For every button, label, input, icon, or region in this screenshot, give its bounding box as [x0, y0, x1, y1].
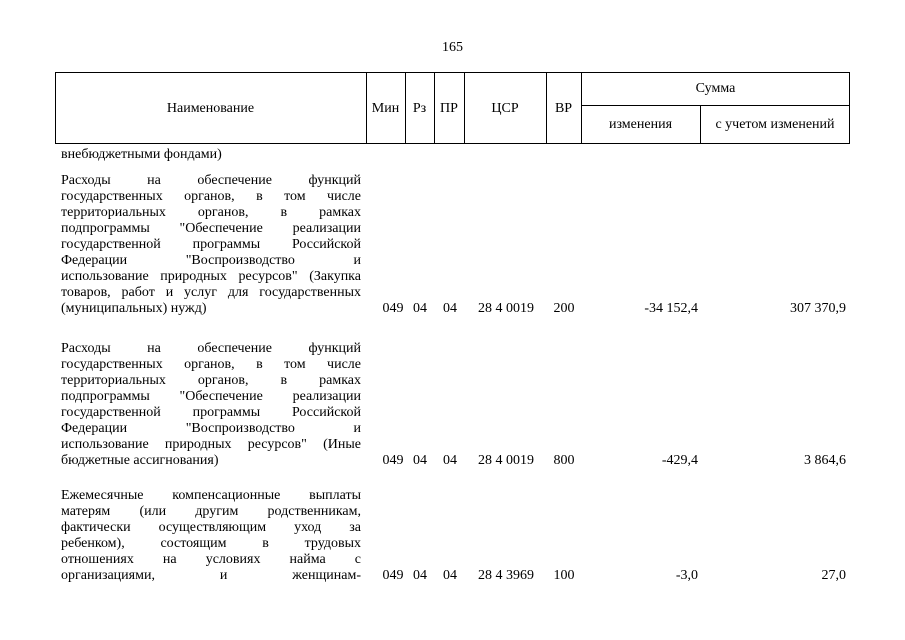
cell-csr: 28 4 0019: [478, 453, 534, 468]
table-row-name: [61, 488, 361, 584]
header-pr: ПР: [440, 100, 458, 116]
cell-pr: 04: [443, 568, 457, 583]
cell-change: -3,0: [675, 568, 698, 583]
text-line: использование природных ресурсов" (Иные: [61, 437, 361, 452]
cell-vr: 800: [553, 453, 575, 468]
text-line: государственных органов, в том числе: [61, 357, 361, 372]
text-line: Расходы на обеспечение функций: [61, 341, 361, 356]
cell-total: 27,0: [821, 568, 846, 583]
cell-rz: 04: [413, 568, 427, 583]
text-line: бюджетные ассигнования): [61, 453, 219, 468]
cell-csr: 28 4 3969: [478, 568, 534, 583]
cell-min: 049: [382, 568, 404, 583]
cell-vr: 200: [553, 301, 575, 316]
cell-vr: 100: [553, 568, 575, 583]
table-row-name: [61, 341, 361, 469]
text-line: (муниципальных) нужд): [61, 301, 207, 316]
header-csr: ЦСР: [491, 100, 519, 116]
text-line: использование природных ресурсов" (Закупка: [61, 269, 361, 284]
text-line: матерям (или другим родственникам,: [61, 504, 361, 519]
text-line: организациями, и женщинам-: [61, 568, 361, 583]
table-row-name: [61, 173, 361, 317]
text-line: Ежемесячные компенсационные выплаты: [61, 488, 361, 503]
text-line: территориальных органов, в рамках: [61, 373, 361, 388]
divider: [700, 105, 701, 144]
cell-rz: 04: [413, 301, 427, 316]
text-line: товаров, работ и услуг для государственных: [61, 285, 361, 300]
cell-min: 049: [382, 301, 404, 316]
text-line: государственной программы Российской: [61, 405, 361, 420]
text-line: отношениях на условиях найма с: [61, 552, 361, 567]
text-line: фактически осуществляющим уход за: [61, 520, 361, 535]
cell-change: -34 152,4: [644, 301, 698, 316]
cell-rz: 04: [413, 453, 427, 468]
header-sum: Сумма: [695, 81, 736, 96]
cell-min: 049: [382, 453, 404, 468]
text-line: подпрограммы "Обеспечение реализации: [61, 389, 361, 404]
header-vr: ВР: [554, 100, 573, 116]
cell-csr: 28 4 0019: [478, 301, 534, 316]
continuation-text: внебюджетными фондами): [61, 147, 222, 162]
page-number: 165: [442, 40, 463, 55]
text-line: Федерации "Воспроизводство и: [61, 253, 361, 268]
cell-pr: 04: [443, 301, 457, 316]
header-rz: Рз: [412, 100, 427, 116]
text-line: ребенком), состоящим в трудовых: [61, 536, 361, 551]
text-line: территориальных органов, в рамках: [61, 205, 361, 220]
cell-total: 307 370,9: [790, 301, 846, 316]
cell-total: 3 864,6: [804, 453, 846, 468]
header-with-change: с учетом изменений: [715, 117, 835, 132]
text-line: государственных органов, в том числе: [61, 189, 361, 204]
cell-change: -429,4: [661, 453, 698, 468]
table-header: [55, 72, 850, 144]
text-line: подпрограммы "Обеспечение реализации: [61, 221, 361, 236]
text-line: Расходы на обеспечение функций: [61, 173, 361, 188]
text-line: государственной программы Российской: [61, 237, 361, 252]
header-change: изменения: [608, 117, 673, 132]
cell-pr: 04: [443, 453, 457, 468]
text-line: Федерации "Воспроизводство и: [61, 421, 361, 436]
header-name: Наименование: [166, 100, 255, 116]
header-min: Мин: [371, 100, 400, 116]
